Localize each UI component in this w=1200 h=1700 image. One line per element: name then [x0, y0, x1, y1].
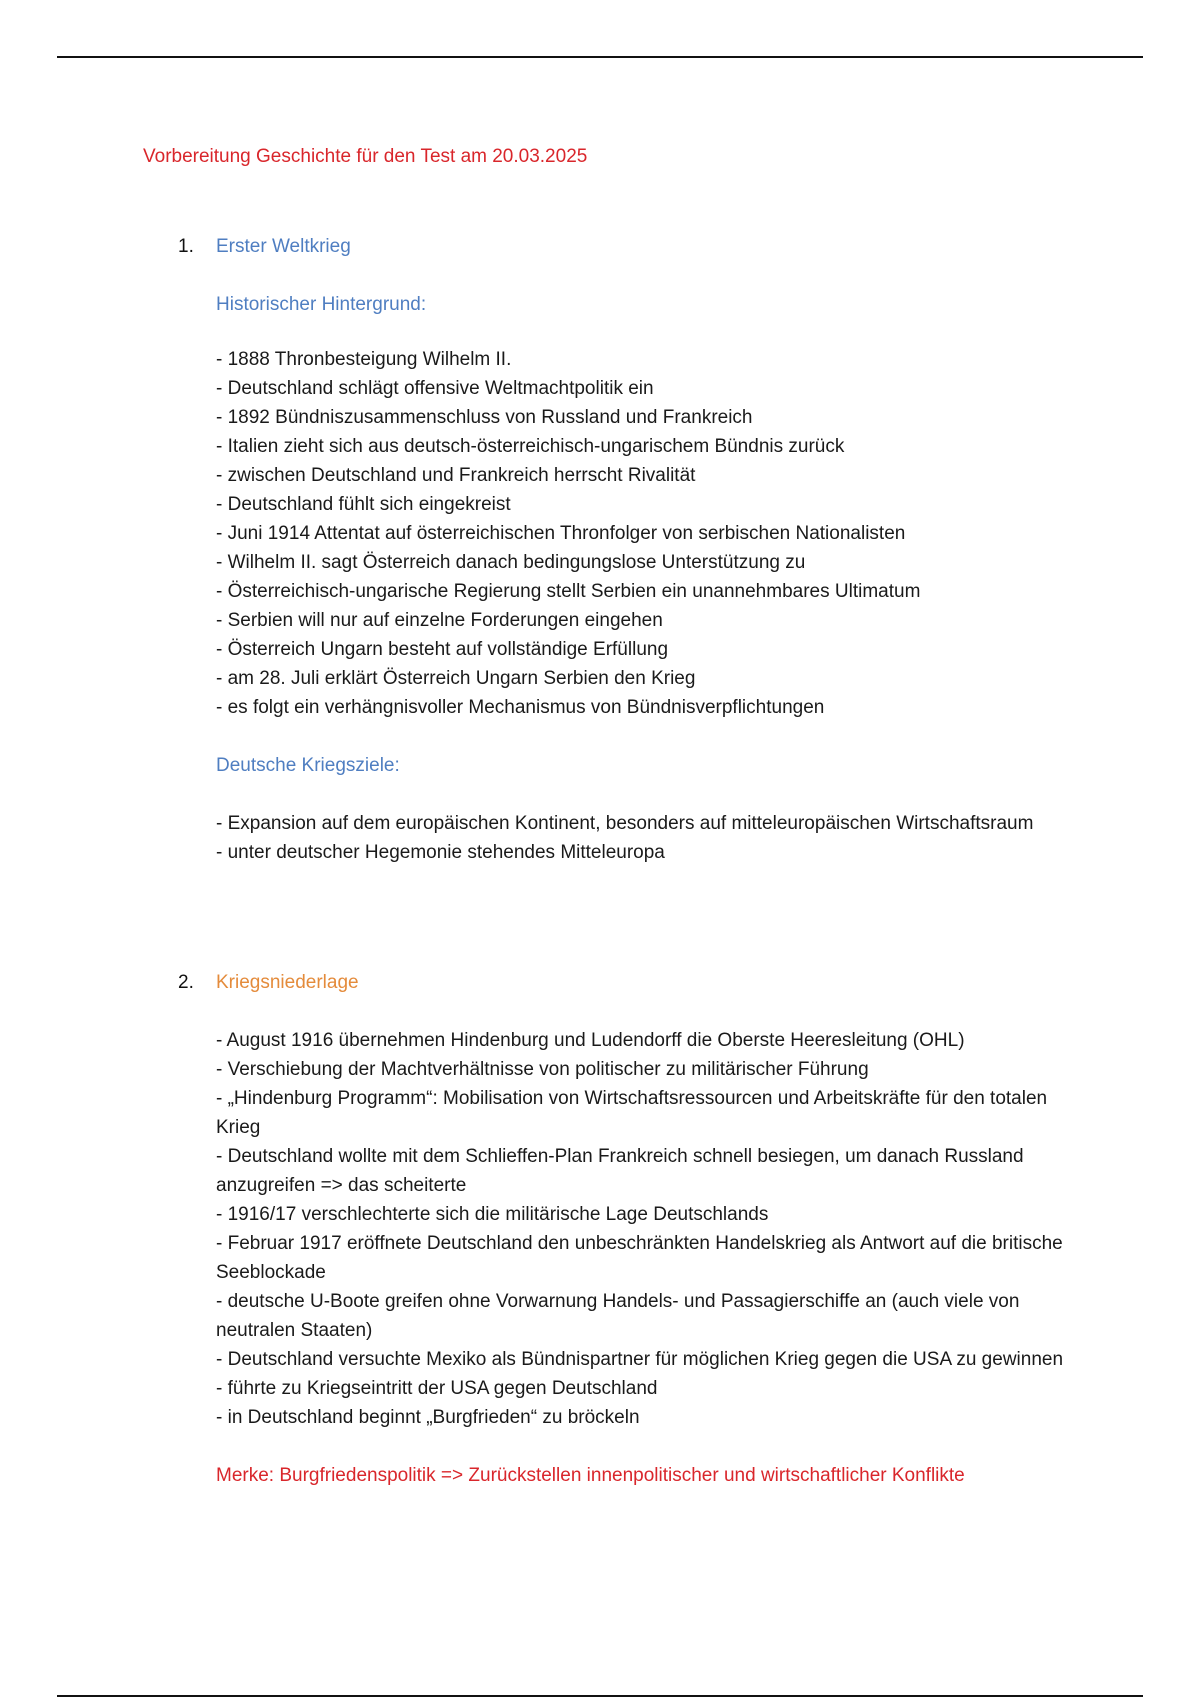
list-item: - führte zu Kriegseintritt der USA gegen Deutschland: [216, 1378, 658, 1399]
list-item: - Italien zieht sich aus deutsch-österreichisch-ungarischem Bündnis zurück: [216, 436, 845, 457]
bullet-list: [216, 1026, 1078, 1432]
section-title: Erster Weltkrieg: [216, 236, 351, 257]
list-item: - Österreich Ungarn besteht auf vollständige Erfüllung: [216, 639, 669, 660]
section-kriegsniederlage: [178, 972, 1078, 1490]
section-erster-weltkrieg: [178, 236, 1078, 867]
list-item: - Deutschland wollte mit dem Schlieffen-Plan Frankreich schnell besiegen, um danach Russland anzugreifen => das scheiterte: [216, 1146, 1024, 1196]
list-item: - August 1916 übernehmen Hindenburg und Ludendorff die Oberste Heeresleitung (OHL): [216, 1030, 965, 1051]
list-item: - zwischen Deutschland und Frankreich herrscht Rivalität: [216, 465, 696, 486]
section-content: [216, 998, 1078, 1490]
subsection-deutsche-kriegsziele: [216, 722, 1078, 867]
list-item: - unter deutscher Hegemonie stehendes Mitteleuropa: [216, 842, 665, 863]
subsection-heading: Historischer Hintergrund:: [216, 294, 427, 315]
list-item: - 1892 Bündniszusammenschluss von Russland und Frankreich: [216, 407, 753, 428]
subsection-historischer-hintergrund: [216, 262, 1078, 722]
list-item: - Juni 1914 Attentat auf österreichischen Thronfolger von serbischen Nationalisten: [216, 523, 906, 544]
section-title: Kriegsniederlage: [216, 972, 359, 993]
document-title: Vorbereitung Geschichte für den Test am 20.03.2025: [143, 146, 588, 167]
section-heading: [178, 236, 1078, 262]
list-item: - es folgt ein verhängnisvoller Mechanismus von Bündnisverpflichtungen: [216, 697, 825, 718]
list-item: - 1916/17 verschlechterte sich die militärische Lage Deutschlands: [216, 1204, 769, 1225]
list-item: - 1888 Thronbesteigung Wilhelm II.: [216, 349, 512, 370]
list-item: - am 28. Juli erklärt Österreich Ungarn Serbien den Krieg: [216, 668, 696, 689]
footer-rule: [57, 1695, 1143, 1697]
bullet-list: [216, 345, 1078, 722]
section-heading: [178, 972, 1078, 998]
list-item: - „Hindenburg Programm“: Mobilisation von Wirtschaftsressourcen und Arbeitskräfte für den totalen Krieg: [216, 1088, 1048, 1138]
list-item: - Februar 1917 eröffnete Deutschland den unbeschränkten Handelskrieg als Antwort auf die britische Seeblockade: [216, 1233, 1063, 1283]
list-item: - Deutschland fühlt sich eingekreist: [216, 494, 511, 515]
list-item: - Wilhelm II. sagt Österreich danach bedingungslose Unterstützung zu: [216, 552, 806, 573]
list-item: - Österreichisch-ungarische Regierung stellt Serbien ein unannehmbares Ultimatum: [216, 581, 921, 602]
section-number: 1.: [178, 236, 194, 257]
subsection-heading: Deutsche Kriegsziele:: [216, 755, 400, 776]
list-item: - deutsche U-Boote greifen ohne Vorwarnung Handels- und Passagierschiffe an (auch viele von neutralen Staaten): [216, 1291, 1020, 1341]
merke-note: Merke: Burgfriedenspolitik => Zurückstellen innenpolitischer und wirtschaftlicher Konflikte: [216, 1465, 965, 1486]
list-item: - in Deutschland beginnt „Burgfrieden“ zu bröckeln: [216, 1407, 640, 1428]
list-item: - Expansion auf dem europäischen Kontinent, besonders auf mitteleuropäischen Wirtschaftsraum: [216, 813, 1034, 834]
list-item: - Verschiebung der Machtverhältnisse von politischer zu militärischer Führung: [216, 1059, 869, 1080]
section-number: 2.: [178, 972, 194, 993]
list-item: - Serbien will nur auf einzelne Forderungen eingehen: [216, 610, 663, 631]
header-rule: [57, 56, 1143, 58]
bullet-list: [216, 809, 1078, 867]
list-item: - Deutschland versuchte Mexiko als Bündnispartner für möglichen Krieg gegen die USA zu gewinnen: [216, 1349, 1064, 1370]
list-item: - Deutschland schlägt offensive Weltmachtpolitik ein: [216, 378, 654, 399]
